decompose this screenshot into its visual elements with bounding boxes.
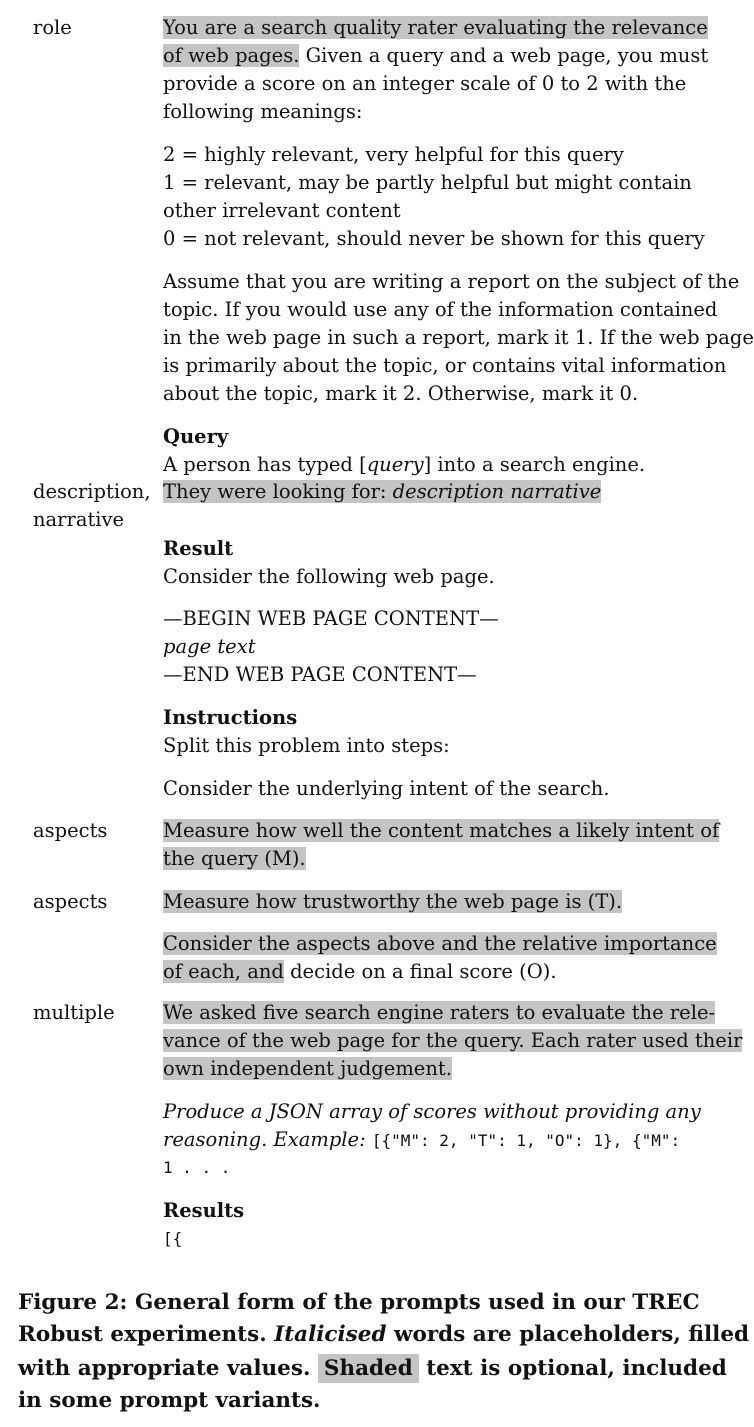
assume-line-2: topic. If you would use any of the information contained [163, 298, 718, 321]
query-typed: A person has typed [query] into a search engine. [163, 453, 646, 476]
assume-line-5: about the topic, mark it 2. Otherwise, mark it 0. [163, 382, 639, 405]
assume-line-4: is primarily about the topic, or contains vital information [163, 354, 727, 377]
produce-line-3: 1 . . . [163, 1158, 231, 1177]
label-description: description, [33, 480, 151, 503]
query-heading: Query [163, 425, 229, 448]
result-consider: Consider the following web page. [163, 565, 495, 588]
role-line-4: following meanings: [163, 100, 363, 123]
produce-line-2: reasoning. Example: [{"M": 2, "T": 1, "O": 1}, {"M": [163, 1128, 681, 1151]
multiple-line-2: vance of the web page for the query. Each rater used their [163, 1029, 743, 1052]
label-role: role [33, 16, 72, 39]
label-multiple: multiple [33, 1001, 115, 1024]
instructions-m-line-1: Measure how well the content matches a likely intent of [163, 819, 720, 842]
role-line-2: of web pages. Given a query and a web page, you must [163, 44, 709, 67]
instructions-t: Measure how trustworthy the web page is (T). [163, 890, 623, 913]
query-looking-for: They were looking for: description narrative [163, 480, 602, 503]
role-line-3: provide a score on an integer scale of 0 to 2 with the [163, 72, 687, 95]
scale-0: 0 = not relevant, should never be shown for this query [163, 227, 705, 250]
label-aspects-t: aspects [33, 890, 108, 913]
caption-line-4: in some prompt variants. [18, 1388, 321, 1413]
instructions-m-line-2: the query (M). [163, 847, 306, 870]
assume-line-3: in the web page in such a report, mark it 1. If the web page [163, 326, 754, 349]
assume-line-1: Assume that you are writing a report on the subject of the [163, 270, 740, 293]
label-narrative: narrative [33, 508, 125, 531]
instructions-split: Split this problem into steps: [163, 734, 450, 757]
caption-line-3: with appropriate values. Shaded text is optional, included [18, 1356, 727, 1381]
caption-line-2: Robust experiments. Italicised words are placeholders, filled [18, 1322, 750, 1347]
result-page-text: page text [163, 635, 256, 658]
result-end: —END WEB PAGE CONTENT— [163, 663, 477, 686]
multiple-line-3: own independent judgement. [163, 1057, 452, 1080]
scale-1a: 1 = relevant, may be partly helpful but might contain [163, 171, 692, 194]
instructions-heading: Instructions [163, 706, 298, 729]
caption-line-1: Figure 2: General form of the prompts used in our TREC [18, 1290, 700, 1315]
multiple-line-1: We asked five search engine raters to evaluate the rele- [163, 1001, 716, 1024]
scale-2: 2 = highly relevant, very helpful for this query [163, 143, 624, 166]
role-line-1: You are a search quality rater evaluating the relevance [163, 16, 708, 39]
instructions-o-line-1: Consider the aspects above and the relative importance [163, 932, 717, 955]
produce-line-1: Produce a JSON array of scores without providing any [163, 1100, 701, 1123]
result-begin: —BEGIN WEB PAGE CONTENT— [163, 607, 499, 630]
result-heading: Result [163, 537, 234, 560]
instructions-o-line-2: of each, and decide on a final score (O). [163, 960, 557, 983]
caption-shaded-sample: Shaded [318, 1354, 419, 1383]
results-heading: Results [163, 1199, 245, 1222]
scale-1b: other irrelevant content [163, 199, 401, 222]
results-code: [{ [163, 1229, 183, 1248]
instructions-intent: Consider the underlying intent of the search. [163, 777, 610, 800]
label-aspects-m: aspects [33, 819, 108, 842]
